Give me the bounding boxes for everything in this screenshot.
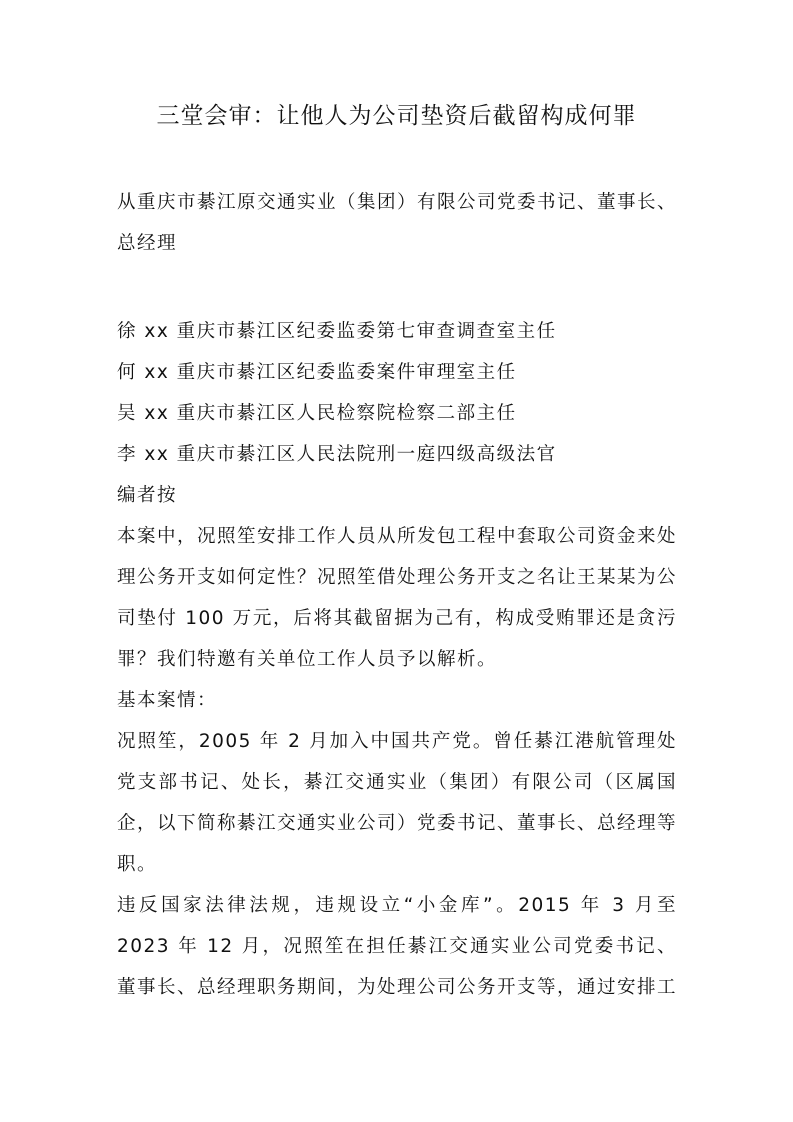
document-title: 三堂会审：让他人为公司垫资后截留构成何罪 [156, 103, 637, 129]
case-paragraph-1: 况照笙，2005 年 2 月加入中国共产党。曾任綦江港航管理处党支部书记、处长，綦江交通实业（集团）有限公司（区属国企，以下简称綦江交通实业公司）党委书记、董事长、总经理等职。 [117, 731, 678, 875]
credit-line-3: 吴 xx 重庆市綦江区人民检察院检察二部主任 [117, 403, 517, 424]
credit-line-2: 何 xx 重庆市綦江区纪委监委案件审理室主任 [117, 362, 517, 383]
blank-line [117, 264, 677, 311]
credit-line-4: 李 xx 重庆市綦江区人民法院刑一庭四级高级法官 [117, 444, 557, 465]
editor-note-heading: 编者按 [117, 485, 178, 506]
case-heading: 基本案情： [117, 690, 218, 711]
subtitle-paragraph: 从重庆市綦江原交通实业（集团）有限公司党委书记、董事长、总经理 [117, 192, 678, 254]
author-credits [117, 311, 677, 516]
credit-line-1: 徐 xx 重庆市綦江区纪委监委第七审查调查室主任 [117, 321, 557, 342]
editor-note-paragraph: 本案中，况照笙安排工作人员从所发包工程中套取公司资金来处理公务开支如何定性？况照笙借处理公务开支之名让王某某为公司垫付 100 万元，后将其截留据为己有，构成受贿罪还是贪污罪？我们特邀有关单位工作人员予以解析。 [117, 526, 678, 670]
case-paragraph-2: 违反国家法律法规，违规设立“小金库”。2015 年 3 月至 2023 年 12 月，况照笙在担任綦江交通实业公司党委书记、董事长、总经理职务期间，为处理公司公务开支等，通过安排工 [117, 895, 678, 998]
document-body [117, 182, 677, 1008]
